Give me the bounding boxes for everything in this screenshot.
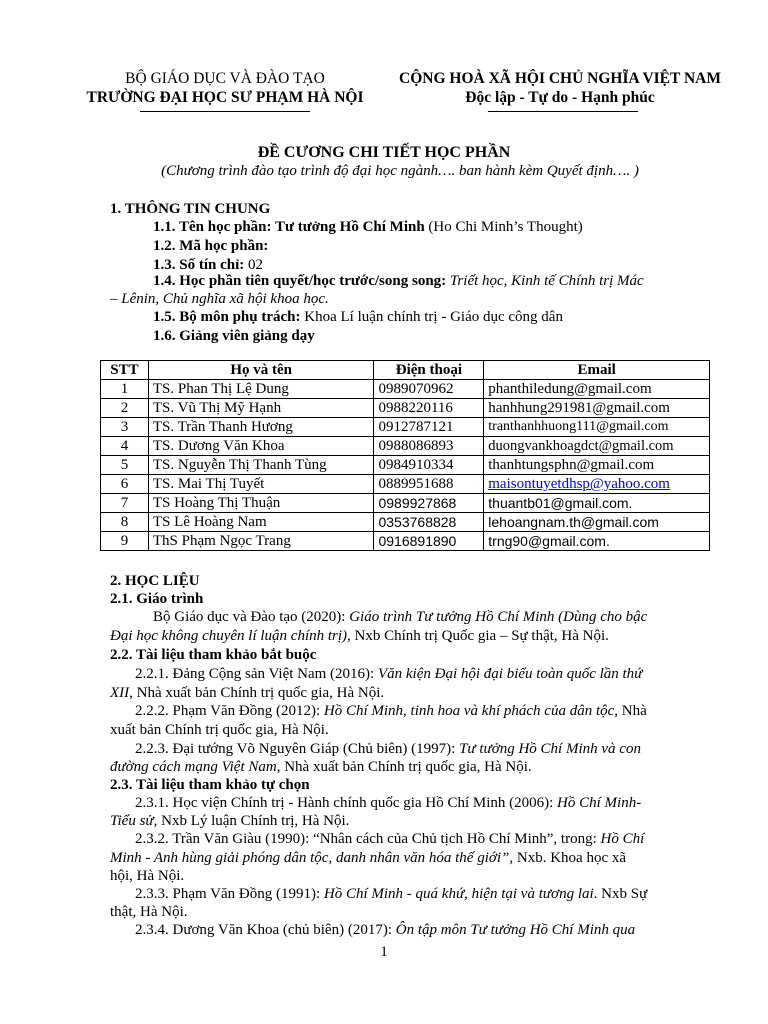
ref-2-3-2-line-3: hội, Hà Nội. xyxy=(110,868,185,884)
prerequisites-label: 1.4. Học phần tiên quyết/học trước/song song: xyxy=(153,273,450,289)
ref-author: 2.2.1. Đảng Cộng sản Việt Nam (2016): xyxy=(135,666,378,682)
ref-2-3-4-line-1 xyxy=(135,921,635,939)
ref-publisher: . Nxb Sự xyxy=(593,886,648,902)
course-name-label: 1.1. Tên học phần: xyxy=(153,219,275,235)
cell-stt: 4 xyxy=(101,437,149,456)
textbook-author: Bộ Giáo dục và Đào tạo (2020): xyxy=(153,609,350,625)
republic-name: CỘNG HOÀ XÃ HỘI CHỦ NGHĨA VIỆT NAM xyxy=(399,70,721,87)
ref-title: Hồ Chí Minh, tinh hoa và khí phách của dân tộc xyxy=(323,703,615,719)
ref-title: Tư tưởng Hồ Chí Minh và con xyxy=(459,741,641,757)
email-link[interactable]: maisontuyetdhsp@yahoo.com xyxy=(488,476,670,492)
textbook-line-1 xyxy=(153,608,647,626)
header-phone: Điện thoại xyxy=(374,361,484,380)
ref-title: Văn kiện Đại hội đại biểu toàn quốc lần thứ xyxy=(377,666,643,682)
cell-stt: 8 xyxy=(101,513,149,532)
cell-phone: 0353768828 xyxy=(374,513,484,532)
table-row xyxy=(101,418,710,437)
cell-phone: 0916891890 xyxy=(374,532,484,551)
textbook-title: Giáo trình Tư tưởng Hồ Chí Minh (Dùng cho bậc xyxy=(349,609,648,625)
ref-2-3-1-line-1 xyxy=(135,794,641,812)
ref-title-cont: XII xyxy=(110,685,130,701)
ref-title: Hồ Chí xyxy=(600,831,645,847)
ref-author: 2.2.2. Phạm Văn Đồng (2012): xyxy=(135,703,324,719)
university-underline xyxy=(140,111,310,112)
header-name: Họ và tên xyxy=(148,361,374,380)
cell-name: TS Lê Hoàng Nam xyxy=(148,513,374,532)
ref-2-2-1-line-2 xyxy=(110,684,384,702)
cell-stt: 2 xyxy=(101,399,149,418)
required-refs-heading: 2.2. Tài liệu tham khảo bắt buộc xyxy=(110,647,317,663)
university-name: TRƯỜNG ĐẠI HỌC SƯ PHẠM HÀ NỘI xyxy=(86,89,364,106)
ref-2-2-3-line-1 xyxy=(135,740,641,758)
cell-phone: 0988086893 xyxy=(374,437,484,456)
ref-title: Hồ Chí Minh- xyxy=(557,795,642,811)
cell-email xyxy=(484,475,710,494)
cell-name: TS Hoàng Thị Thuận xyxy=(148,494,374,513)
cell-phone: 0889951688 xyxy=(374,475,484,494)
section-2-heading: 2. HỌC LIỆU xyxy=(110,573,200,589)
table-header-row xyxy=(101,361,710,380)
cell-stt: 1 xyxy=(101,380,149,399)
ref-2-2-1-line-1 xyxy=(135,665,642,683)
cell-stt: 5 xyxy=(101,456,149,475)
cell-name: ThS Phạm Ngọc Trang xyxy=(148,532,374,551)
ref-publisher: , Nxb Lý luận Chính trị, Hà Nội. xyxy=(153,813,350,829)
cell-stt: 3 xyxy=(101,418,149,437)
ref-2-2-3-line-2 xyxy=(110,758,532,776)
table-row xyxy=(101,399,710,418)
section-1-heading: 1. THÔNG TIN CHUNG xyxy=(110,201,271,217)
ref-2-3-3-line-1 xyxy=(135,885,647,903)
department-line xyxy=(153,308,563,326)
cell-email: trng90@gmail.com. xyxy=(484,532,710,551)
credits-value: 02 xyxy=(244,257,264,273)
prerequisites-value-cont: – Lênin, Chủ nghĩa xã hội khoa học. xyxy=(110,291,329,307)
cell-phone: 0988220116 xyxy=(374,399,484,418)
course-name-english: (Ho Chi Minh’s Thought) xyxy=(424,219,583,235)
cell-name: TS. Nguyễn Thị Thanh Tùng xyxy=(148,456,374,475)
cell-email: duongvankhoagdct@gmail.com xyxy=(484,437,710,456)
cell-name: TS. Mai Thị Tuyết xyxy=(148,475,374,494)
department-value: Khoa Lí luận chính trị - Giáo dục công dân xyxy=(300,309,563,325)
ministry-name: BỘ GIÁO DỤC VÀ ĐÀO TẠO xyxy=(125,70,325,87)
cell-email: tranthanhhuong111@gmail.com xyxy=(484,418,710,437)
ref-publisher: , Nhà xyxy=(614,703,647,719)
ref-2-3-2-line-1 xyxy=(135,830,644,848)
cell-name: TS. Vũ Thị Mỹ Hạnh xyxy=(148,399,374,418)
cell-email: phanthiledung@gmail.com xyxy=(484,380,710,399)
document-title: ĐỀ CƯƠNG CHI TIẾT HỌC PHẦN xyxy=(257,144,511,161)
cell-email: lehoangnam.th@gmail.com xyxy=(484,513,710,532)
prerequisites-line xyxy=(153,272,644,290)
ref-2-3-1-line-2 xyxy=(110,812,349,830)
course-name-value: Tư tưởng Hồ Chí Minh xyxy=(275,219,425,235)
ref-author: 2.3.2. Trần Văn Giàu (1990): “Nhân cách của Chủ tịch Hồ Chí Minh”, trong: xyxy=(135,831,601,847)
lecturers-label: 1.6. Giảng viên giảng dạy xyxy=(153,328,315,344)
textbook-heading: 2.1. Giáo trình xyxy=(110,591,204,607)
cell-email: hanhhung291981@gmail.com xyxy=(484,399,710,418)
cell-email: thanhtungsphn@gmail.com xyxy=(484,456,710,475)
cell-name: TS. Trần Thanh Hương xyxy=(148,418,374,437)
ref-2-2-2-line-2: xuất bản Chính trị quốc gia, Hà Nội. xyxy=(110,722,329,738)
ref-title: Ôn tập môn Tư tưởng Hồ Chí Minh qua xyxy=(395,922,636,938)
ref-author: 2.2.3. Đại tướng Võ Nguyên Giáp (Chủ biên) (1997): xyxy=(135,741,460,757)
ref-author: 2.3.1. Học viện Chính trị - Hành chính quốc gia Hồ Chí Minh (2006): xyxy=(135,795,558,811)
motto-underline xyxy=(488,111,638,112)
ref-author: 2.3.4. Dương Văn Khoa (chủ biên) (2017): xyxy=(135,922,396,938)
cell-phone: 0984910334 xyxy=(374,456,484,475)
national-motto: Độc lập - Tự do - Hạnh phúc xyxy=(465,89,655,106)
ref-title-cont: Minh - Anh hùng giải phóng dân tộc, danh nhân văn hóa thế giới” xyxy=(110,850,510,866)
ref-publisher: , Nhà xuất bản Chính trị quốc gia, Hà Nội. xyxy=(276,759,532,775)
ref-publisher: , Nxb. Khoa học xã xyxy=(509,850,627,866)
ref-2-2-2-line-1 xyxy=(135,702,647,720)
document-subtitle: (Chương trình đào tạo trình độ đại học ngành…. ban hành kèm Quyết định…. ) xyxy=(161,163,639,179)
cell-phone: 0989070962 xyxy=(374,380,484,399)
table-row xyxy=(101,532,710,551)
course-name-line xyxy=(153,218,583,236)
ref-title: Hồ Chí Minh - quá khứ, hiện tại và tương lai xyxy=(323,886,594,902)
header-email: Email xyxy=(484,361,710,380)
table-row xyxy=(101,437,710,456)
ref-2-3-3-line-2: thật, Hà Nội. xyxy=(110,904,188,920)
table-row xyxy=(101,513,710,532)
textbook-line-2 xyxy=(110,627,609,645)
table-row xyxy=(101,456,710,475)
ref-title-cont: Tiểu sử xyxy=(110,813,154,829)
cell-email: thuantb01@gmail.com. xyxy=(484,494,710,513)
credits-label: 1.3. Số tín chỉ: xyxy=(153,257,245,273)
cell-name: TS. Dương Văn Khoa xyxy=(148,437,374,456)
cell-stt: 9 xyxy=(101,532,149,551)
table-row xyxy=(101,494,710,513)
cell-phone: 0912787121 xyxy=(374,418,484,437)
textbook-title-cont: Đại học không chuyên lí luận chính trị) xyxy=(110,628,348,644)
cell-stt: 6 xyxy=(101,475,149,494)
ref-title-cont: đường cách mạng Việt Nam xyxy=(110,759,277,775)
cell-name: TS. Phan Thị Lệ Dung xyxy=(148,380,374,399)
ref-publisher: , Nhà xuất bản Chính trị quốc gia, Hà Nội. xyxy=(129,685,385,701)
ref-author: 2.3.3. Phạm Văn Đồng (1991): xyxy=(135,886,324,902)
course-code-label: 1.2. Mã học phần: xyxy=(153,238,269,254)
header-stt: STT xyxy=(101,361,149,380)
cell-phone: 0989927868 xyxy=(374,494,484,513)
optional-refs-heading: 2.3. Tài liệu tham khảo tự chọn xyxy=(110,777,310,793)
cell-stt: 7 xyxy=(101,494,149,513)
department-label: 1.5. Bộ môn phụ trách: xyxy=(153,309,301,325)
table-row xyxy=(101,475,710,494)
textbook-publisher: , Nxb Chính trị Quốc gia – Sự thật, Hà Nội. xyxy=(347,628,609,644)
prerequisites-value: Triết học, Kinh tế Chính trị Mác xyxy=(449,273,644,289)
ref-2-3-2-line-2 xyxy=(110,849,626,867)
table-row xyxy=(101,380,710,399)
page-number: 1 xyxy=(380,944,388,960)
lecturers-table xyxy=(100,360,710,551)
